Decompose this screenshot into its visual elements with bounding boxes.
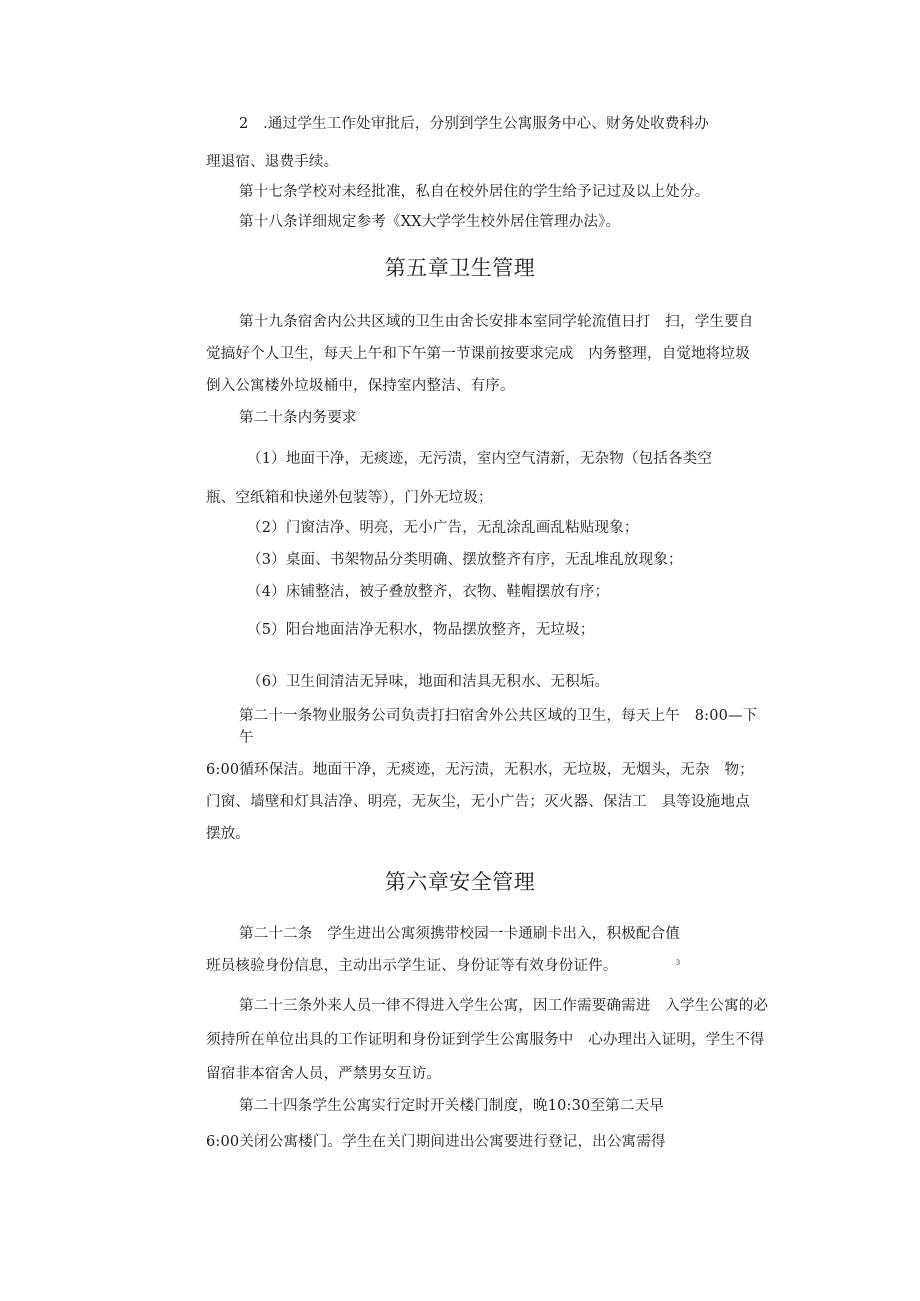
text-line: 门窗、墙壁和灯具洁净、明亮，无灰尘，无小广告；灭火器、保洁工 具等设施地点 [206, 794, 750, 810]
list-item: （6）卫生间清洁无异味，地面和洁具无积水、无积垢。 [247, 674, 610, 690]
text-line: 第二十一条物业服务公司负责打扫宿舍外公共区域的卫生，每天上午 8:00—下 [239, 708, 758, 724]
text-line: 第二十条内务要求 [239, 410, 357, 426]
chapter-heading: 第六章安全管理 [384, 870, 536, 894]
list-item: （5）阳台地面洁净无积水，物品摆放整齐，无垃圾； [247, 622, 595, 638]
text-line: 留宿非本宿舍人员，严禁男女互访。 [206, 1066, 442, 1082]
text-line: 6:00关闭公寓楼门。学生在关门期间进出公寓要进行登记，出公寓需得 [206, 1134, 666, 1150]
text-line: 第十八条详细规定参考《XX大学学生校外居住管理办法》。 [239, 214, 621, 230]
text-line: 理退宿、退费手续。 [206, 154, 339, 170]
text-line: 摆放。 [206, 826, 251, 842]
list-item: （2）门窗洁净、明亮，无小广告，无乱涂乱画乱粘贴现象； [247, 520, 639, 536]
list-item: （1）地面干净，无痰迹，无污渍，室内空气清新，无杂物（包括各类空 [247, 451, 713, 467]
text-line: 午 [239, 730, 254, 746]
text-line: 第二十二条 学生进出公寓须携带校园一卡通刷卡出入，积极配合值 [239, 926, 680, 942]
page-number: 3 [676, 958, 680, 967]
text-line: 2 .通过学生工作处审批后，分别到学生公寓服务中心、财务处收费科办 [239, 116, 709, 132]
text-line: 第二十三条外来人员一律不得进入学生公寓，因工作需要确需进 入学生公寓的必 [239, 998, 769, 1014]
text-line: 第十七条学校对未经批准，私自在校外居住的学生给予记过及以上处分。 [239, 184, 710, 200]
text-line: 须持所在单位出具的工作证明和身份证到学生公寓服务中 心办理出入证明，学生不得 [206, 1032, 765, 1048]
text-line: 班员核验身份信息，主动出示学生证、身份证等有效身份证件。 [206, 958, 618, 974]
list-item: （4）床铺整洁，被子叠放整齐，衣物、鞋帽摆放有序； [247, 584, 610, 600]
chapter-heading: 第五章卫生管理 [384, 256, 536, 280]
text-line: 6:00循环保洁。地面干净，无痰迹，无污渍，无积水，无垃圾，无烟头，无杂 物； [206, 762, 754, 778]
list-item: 瓶、空纸箱和快递外包装等），门外无垃圾； [206, 490, 493, 506]
text-line: 倒入公寓楼外垃圾桶中，保持室内整洁、有序。 [206, 378, 515, 394]
text-line: 第十九条宿舍内公共区域的卫生由舍长安排本室同学轮流值日打 扫，学生要自 [239, 314, 754, 330]
list-item: （3）桌面、书架物品分类明确、摆放整齐有序，无乱堆乱放现象； [247, 552, 683, 568]
text-line: 第二十四条学生公寓实行定时开关楼门制度，晚10:30至第二天早 [239, 1098, 664, 1114]
text-line: 觉搞好个人卫生，每天上午和下午第一节课前按要求完成 内务整理，自觉地将垃圾 [206, 346, 750, 362]
